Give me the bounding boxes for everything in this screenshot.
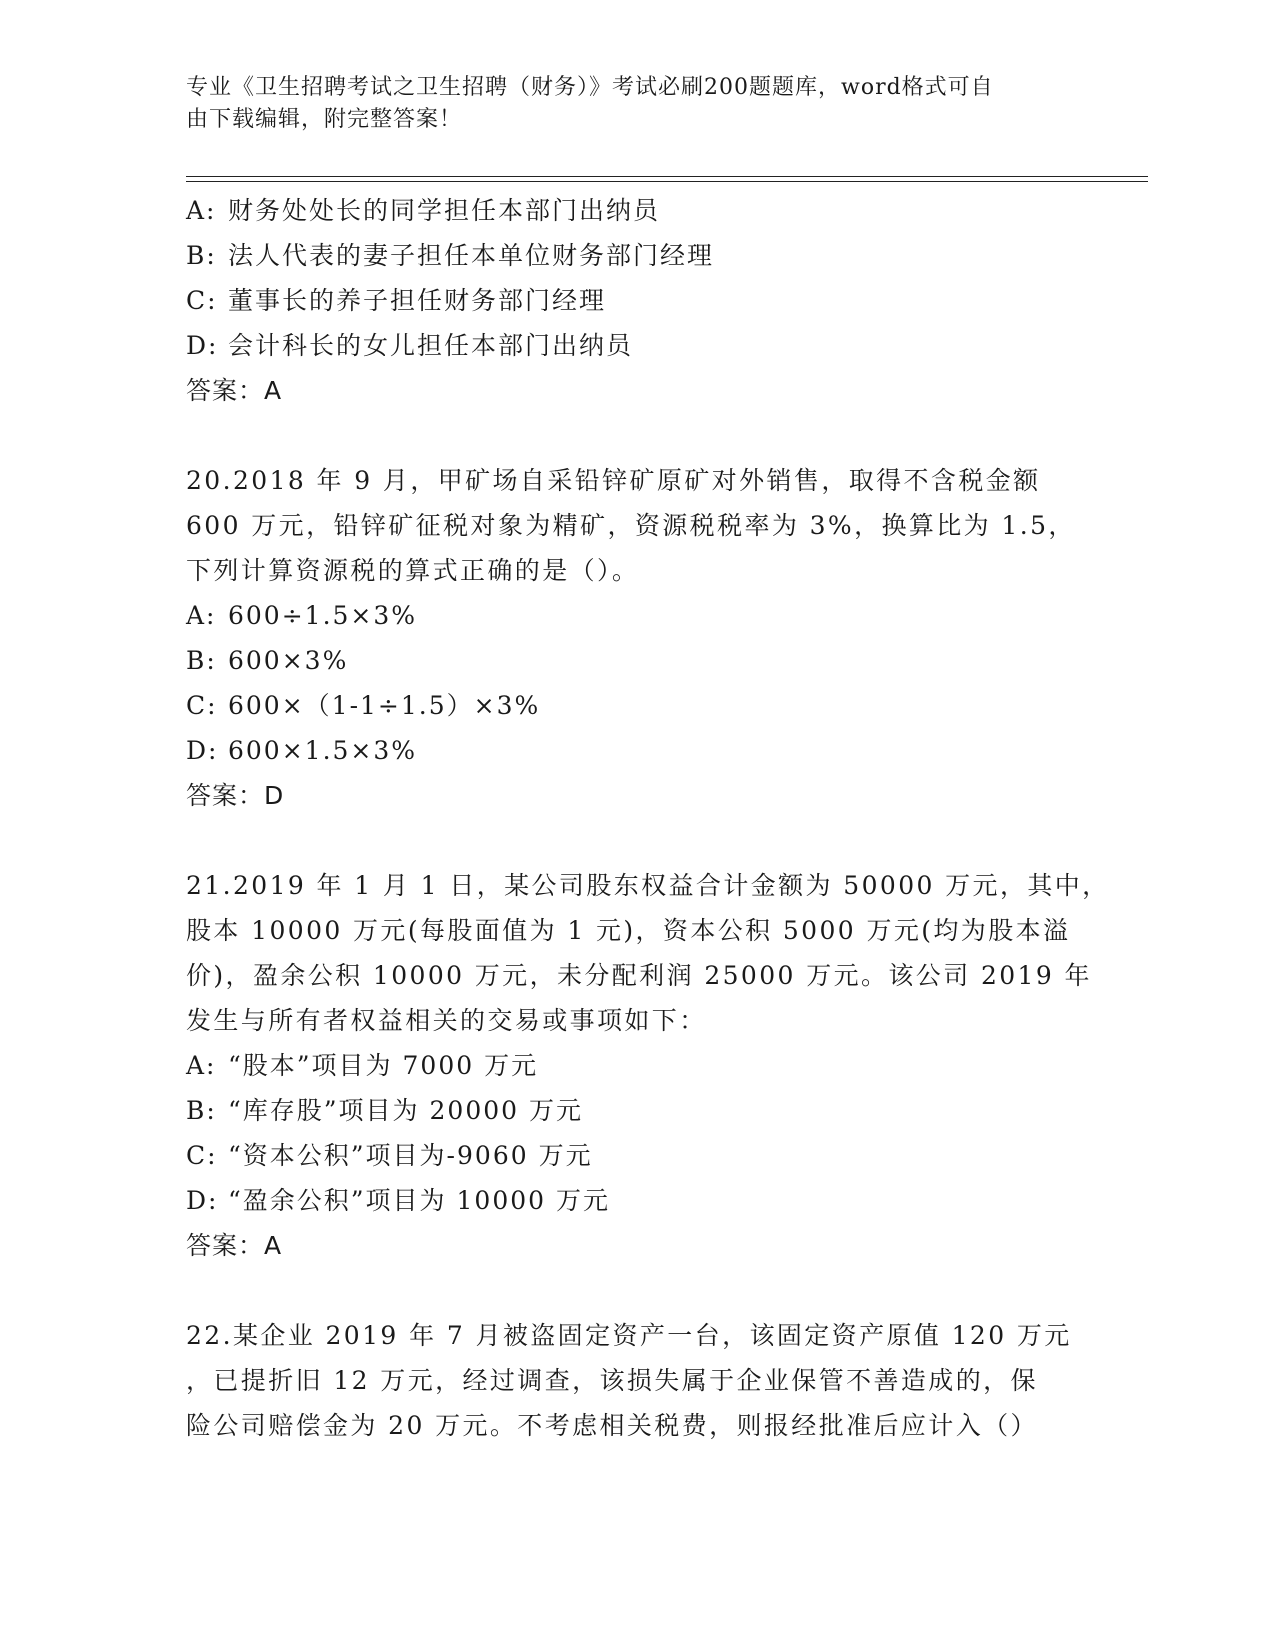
- question-stem-line: 600 万元，铅锌矿征税对象为精矿，资源税税率为 3%，换算比为 1.5，: [186, 511, 1076, 540]
- option-letter: B:: [186, 241, 217, 270]
- option-letter: D:: [186, 736, 219, 765]
- question-stem-line: ，已提折旧 12 万元，经过调查，该损失属于企业保管不善造成的，保: [186, 1366, 1038, 1395]
- header-rule-bottom: [186, 181, 1148, 182]
- question-19: [186, 188, 1086, 413]
- option-letter: A:: [186, 1051, 217, 1080]
- option-letter: D:: [186, 1186, 219, 1215]
- question-stem-line: 下列计算资源税的算式正确的是（）。: [186, 556, 640, 585]
- option-letter: C:: [186, 1141, 218, 1170]
- question-20: [186, 458, 1086, 818]
- option-letter: C:: [186, 286, 218, 315]
- document-header: [186, 72, 1066, 136]
- option-c: [186, 1133, 1086, 1178]
- question-stem-line: 价)，盈余公积 10000 万元，未分配利润 25000 万元。该公司 2019 年: [186, 961, 1092, 990]
- answer: 答案：D: [186, 781, 285, 810]
- answer: 答案：A: [186, 1231, 283, 1260]
- option-c: [186, 278, 1086, 323]
- option-text: “盈余公积”项目为 10000 万元: [228, 1186, 610, 1215]
- option-text: 600×3%: [228, 646, 349, 675]
- option-d: [186, 1178, 1086, 1223]
- question-22: [186, 1313, 1086, 1448]
- header-line-2: 由下载编辑，附完整答案！: [186, 107, 463, 132]
- option-letter: B:: [186, 646, 217, 675]
- spacer: [186, 413, 1086, 458]
- option-letter: A:: [186, 601, 217, 630]
- option-text: 600×（1-1÷1.5）×3%: [228, 691, 541, 720]
- question-stem-line: 21.2019 年 1 月 1 日，某公司股东权益合计金额为 50000 万元，其中，: [186, 871, 1110, 900]
- option-text: 法人代表的妻子担任本单位财务部门经理: [228, 241, 715, 270]
- question-stem-line: 股本 10000 万元(每股面值为 1 元)，资本公积 5000 万元(均为股本溢: [186, 916, 1071, 945]
- spacer: [186, 818, 1086, 863]
- option-text: “资本公积”项目为-9060 万元: [228, 1141, 593, 1170]
- option-text: “股本”项目为 7000 万元: [228, 1051, 539, 1080]
- document-body: [186, 188, 1110, 1448]
- question-21: [186, 863, 1110, 1268]
- option-b: [186, 233, 1086, 278]
- option-text: 会计科长的女儿担任本部门出纳员: [228, 331, 634, 360]
- option-c: [186, 683, 1086, 728]
- option-d: [186, 728, 1086, 773]
- question-stem-line: 发生与所有者权益相关的交易或事项如下：: [186, 1006, 707, 1035]
- spacer: [186, 1268, 1086, 1313]
- option-text: 董事长的养子担任财务部门经理: [228, 286, 607, 315]
- option-d: [186, 323, 1086, 368]
- option-a: [186, 593, 1086, 638]
- option-letter: A:: [186, 196, 217, 225]
- header-line-1: 专业《卫生招聘考试之卫生招聘（财务）》考试必刷200题题库，word格式可自: [186, 75, 994, 100]
- option-letter: C:: [186, 691, 218, 720]
- option-text: 600÷1.5×3%: [228, 601, 418, 630]
- option-a: [186, 188, 1086, 233]
- option-text: 600×1.5×3%: [228, 736, 418, 765]
- option-a: [186, 1043, 1086, 1088]
- question-stem-line: 22.某企业 2019 年 7 月被盗固定资产一台，该固定资产原值 120 万元: [186, 1321, 1072, 1350]
- option-letter: D:: [186, 331, 219, 360]
- option-text: 财务处处长的同学担任本部门出纳员: [228, 196, 661, 225]
- option-b: [186, 638, 1086, 683]
- option-letter: B:: [186, 1096, 217, 1125]
- question-stem-line: 险公司赔偿金为 20 万元。不考虑相关税费，则报经批准后应计入（）: [186, 1411, 1038, 1440]
- answer: 答案：A: [186, 376, 283, 405]
- option-b: [186, 1088, 1086, 1133]
- header-rule-top: [186, 176, 1148, 177]
- option-text: “库存股”项目为 20000 万元: [228, 1096, 583, 1125]
- question-stem-line: 20.2018 年 9 月，甲矿场自采铅锌矿原矿对外销售，取得不含税金额: [186, 466, 1041, 495]
